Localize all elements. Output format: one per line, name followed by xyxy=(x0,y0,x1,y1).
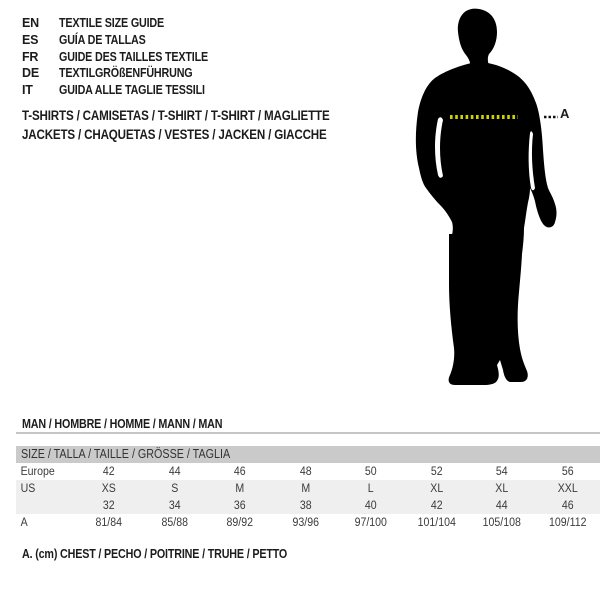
size-table xyxy=(16,446,600,531)
size-cell: XL xyxy=(429,482,443,495)
size-cell: 50 xyxy=(364,465,377,478)
size-cell: 44 xyxy=(168,465,181,478)
size-table-rows xyxy=(16,463,600,531)
size-cell: 93/96 xyxy=(292,516,319,529)
language-label: GUÍA DE TALLAS xyxy=(59,33,146,48)
product-line-tshirts: T-SHIRTS / CAMISETAS / T-SHIRT / T-SHIRT / MAGLIETTE xyxy=(22,108,330,123)
man-silhouette-figure xyxy=(405,4,565,399)
size-cell: 46 xyxy=(233,465,246,478)
head-shape xyxy=(458,9,497,73)
size-cell: 34 xyxy=(168,499,181,512)
table-row-us xyxy=(16,480,600,497)
language-label: GUIDE DES TAILLES TEXTILE xyxy=(59,49,209,64)
language-row xyxy=(22,82,232,99)
size-cell: 44 xyxy=(495,499,508,512)
language-code: ES xyxy=(22,33,39,48)
size-cell: 109/112 xyxy=(548,516,586,529)
language-row xyxy=(22,48,232,65)
size-cell: 40 xyxy=(364,499,377,512)
product-line-jackets: JACKETS / CHAQUETAS / VESTES / JACKEN / GIACCHE xyxy=(22,126,327,142)
size-cell: 54 xyxy=(495,465,508,478)
product-type-list xyxy=(22,107,380,144)
size-cell: 46 xyxy=(561,499,574,512)
size-cell: 101/104 xyxy=(417,516,456,529)
size-cell: 105/108 xyxy=(482,516,521,529)
size-cell: 48 xyxy=(299,465,312,478)
language-row xyxy=(22,32,232,49)
size-cell: 56 xyxy=(561,465,574,478)
language-label: TEXTILE SIZE GUIDE xyxy=(59,16,165,31)
size-table-header-text: SIZE / TALLA / TAILLE / GRÖSSE / TAGLIA xyxy=(21,447,231,461)
man-silhouette-icon xyxy=(405,4,565,399)
language-row xyxy=(22,65,232,82)
language-label: TEXTILGRÖßENFÜHRUNG xyxy=(59,66,193,81)
footnote-chest-measure xyxy=(22,547,330,561)
size-cell: 38 xyxy=(299,499,312,512)
measurement-label-a: A xyxy=(560,106,570,121)
language-code: FR xyxy=(22,49,39,64)
row-label: Europe xyxy=(20,465,55,478)
language-list xyxy=(22,15,232,98)
size-cell: XS xyxy=(101,482,116,495)
section-heading-text: MAN / HOMBRE / HOMME / MANN / MAN xyxy=(22,417,223,431)
size-cell: M xyxy=(235,482,245,495)
language-code: IT xyxy=(22,83,33,98)
table-row-a-chest xyxy=(16,514,600,531)
row-label: A xyxy=(20,516,28,529)
size-cell: XXL xyxy=(557,482,578,495)
size-cell: 89/92 xyxy=(226,516,253,529)
size-cell: 32 xyxy=(102,499,115,512)
size-cell: XL xyxy=(495,482,509,495)
footnote-text: A. (cm) CHEST / PECHO / POITRINE / TRUHE / PETTO xyxy=(22,547,288,561)
divider-line xyxy=(16,432,600,434)
row-label: US xyxy=(20,482,36,495)
size-cell: L xyxy=(367,482,374,495)
size-table-header xyxy=(16,446,600,463)
size-cell: 42 xyxy=(430,499,443,512)
size-cell: 42 xyxy=(102,465,115,478)
size-cell: M xyxy=(300,482,310,495)
language-row xyxy=(22,15,232,32)
language-code: EN xyxy=(22,16,39,31)
language-code: DE xyxy=(22,66,39,81)
size-cell: 52 xyxy=(430,465,443,478)
size-cell: 36 xyxy=(233,499,246,512)
section-heading-man xyxy=(22,417,255,431)
size-cell: S xyxy=(170,482,178,495)
size-cell: 81/84 xyxy=(95,516,122,529)
table-row-unlabeled xyxy=(16,497,600,514)
table-row-europe xyxy=(16,463,600,480)
size-cell: 85/88 xyxy=(161,516,188,529)
language-label: GUIDA ALLE TAGLIE TESSILI xyxy=(59,83,205,98)
size-cell: 97/100 xyxy=(354,516,387,529)
